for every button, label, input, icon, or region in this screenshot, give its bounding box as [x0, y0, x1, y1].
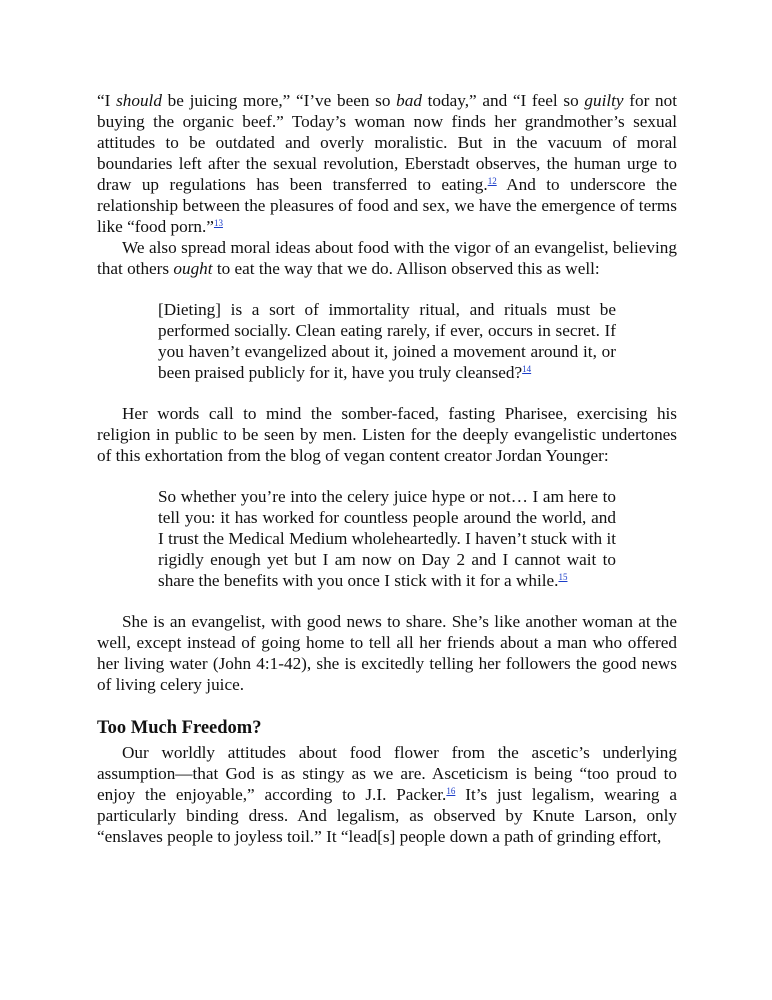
document-page — [97, 90, 677, 847]
block-quote-2: So whether you’re into the celery juice hype or not… I am here to tell you: it has worked for countless people around the world, and I trust the Medical Medium wholeheartedly. I haven’t stuck with it rigidly enough yet but I am now on Day 2 and I cannot wait to share the benefits with you once I stick with it for a while.$^{15}$ — [158, 487, 616, 590]
footnote-link-13[interactable]: 13 — [213, 218, 223, 228]
paragraph-4: She is an evangelist, with good news to share. She’s like another woman at the well, except instead of going home to tell all her friends about a man who offered her living water (John 4:1-42), she is excitedly telling her followers the good news of living celery juice. — [97, 612, 677, 694]
paragraph-3: Her words call to mind the somber-faced, fasting Pharisee, exercising his religion in public to be seen by men. Listen for the deeply evangelistic undertones of this exhortation from the blog of vegan content creator Jordan Younger: — [97, 404, 677, 465]
footnote-link-15[interactable]: 15 — [558, 572, 568, 582]
section-heading: Too Much Freedom? — [97, 718, 262, 738]
footnote-link-12[interactable]: 12 — [487, 176, 497, 186]
paragraph-5: Our worldly attitudes about food flower from the ascetic’s underlying assumption—that God is as stingy as we are. Asceticism is being “too proud to enjoy the enjoyable,” according to J.I. Packer.$^{16}$ It’s just legalism, wearing a particularly binding dress. And legalism, as observed by Knute Larson, only “enslaves people to joyless toil.” It “lead[s] people down a path of grinding effort, — [97, 743, 677, 846]
paragraph-1: “I should be juicing more,” “I’ve been so bad today,” and “I feel so guilty for not buying the organic beef.” Today’s woman now finds her grandmother’s sexual attitudes to be outdated and overly moralistic. But in the vacuum of moral boundaries left after the sexual revolution, Eberstadt observes, the human urge to draw up regulations has been transferred to eating.$^{12}$ And to underscore the relationship between the pleasures of food and sex, we have the emergence of terms like “food porn.”$^{13}$ — [97, 91, 677, 236]
footnote-link-16[interactable]: 16 — [446, 786, 456, 796]
paragraph-2: We also spread moral ideas about food with the vigor of an evangelist, believing that others ought to eat the way that we do. Allison observed this as well: — [97, 238, 677, 278]
footnote-link-14[interactable]: 14 — [522, 364, 532, 374]
block-quote-1: [Dieting] is a sort of immortality ritual, and rituals must be performed socially. Clean eating rarely, if ever, occurs in secret. If you haven’t evangelized about it, joined a movement around it, or been praised publicly for it, have you truly cleansed?$^{14}$ — [158, 300, 616, 382]
